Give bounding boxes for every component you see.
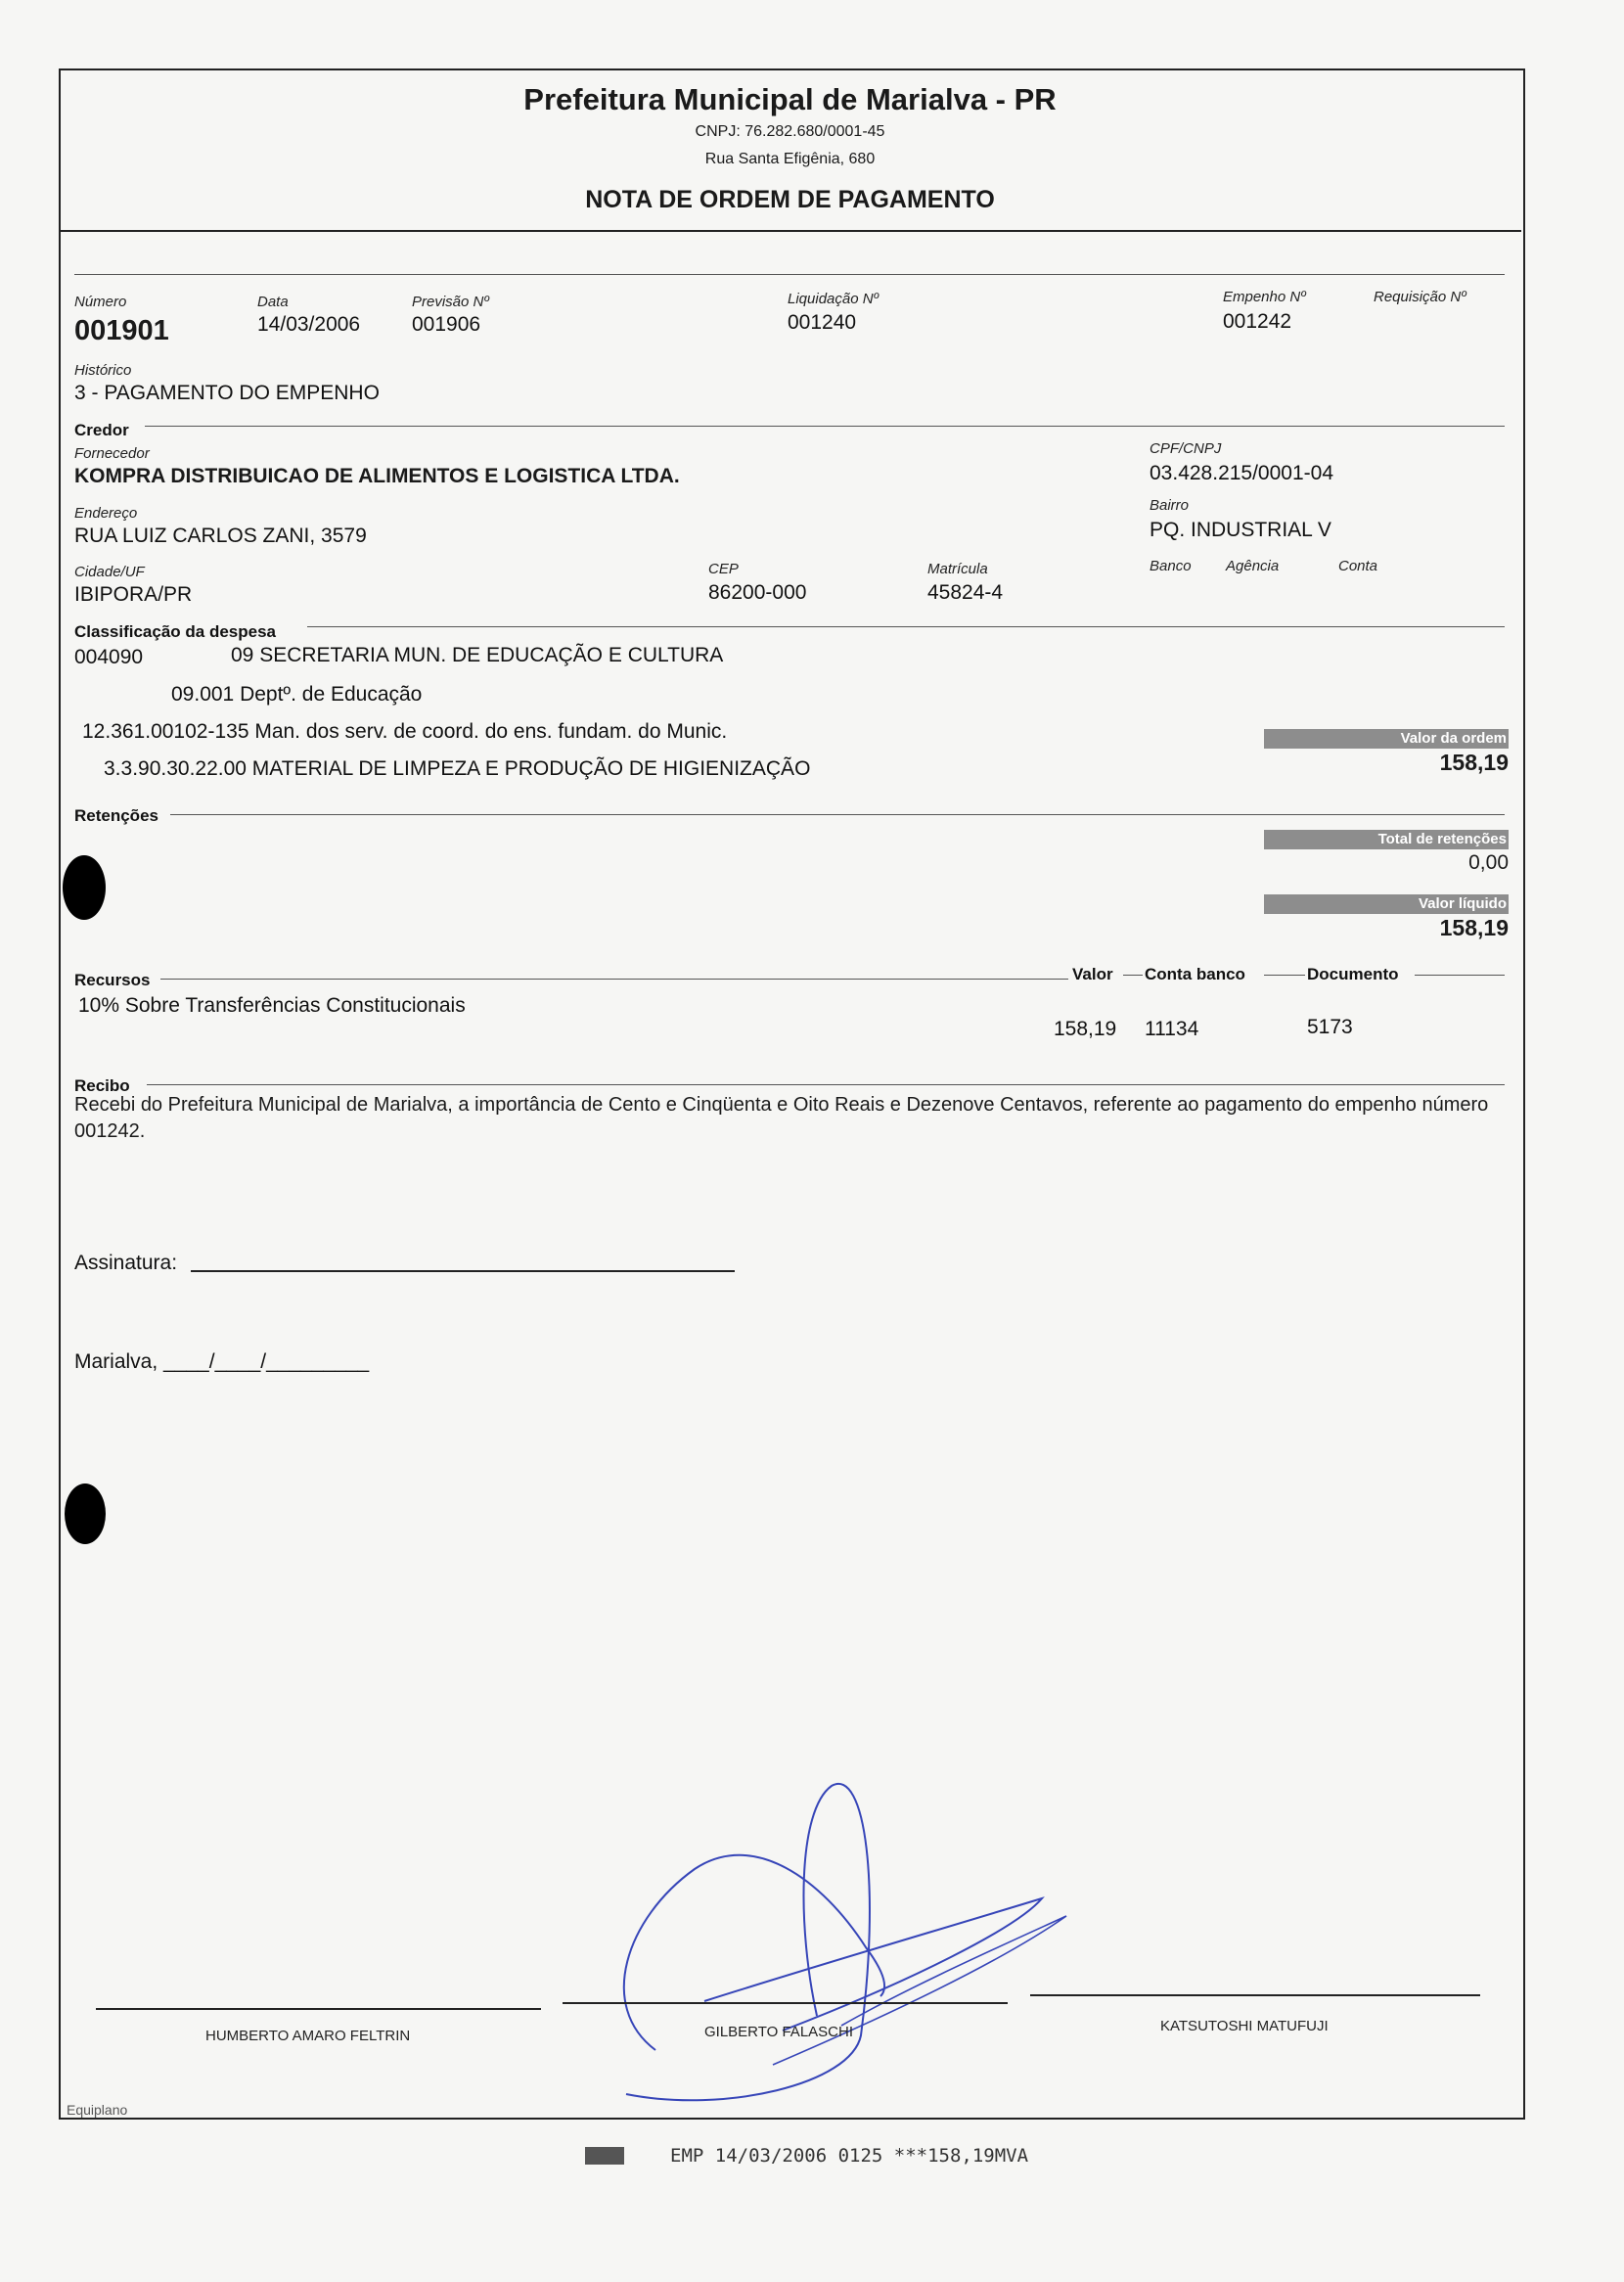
retencoes-section: Retenções xyxy=(74,806,158,825)
despesa-line-1: 09 SECRETARIA MUN. DE EDUCAÇÃO E CULTURA xyxy=(231,644,724,666)
cep-value: 86200-000 xyxy=(708,581,807,604)
recursos-documento: 5173 xyxy=(1307,1016,1353,1038)
recursos-section: Recursos xyxy=(74,971,151,989)
recursos-conta-header: Conta banco xyxy=(1145,965,1245,983)
recursos-divider-1 xyxy=(160,979,1068,980)
valor-ordem-value: 158,19 xyxy=(1439,750,1509,775)
handwritten-signature xyxy=(587,1771,1096,2104)
signature-line-2 xyxy=(563,2002,1008,2004)
assinatura-label: Assinatura: xyxy=(74,1252,178,1274)
despesa-line-3: 12.361.00102-135 Man. dos serv. de coord. do ens. fundam. do Munic. xyxy=(82,720,728,743)
cidade-label: Cidade/UF xyxy=(74,564,145,580)
liquidacao-label: Liquidação Nº xyxy=(788,291,880,307)
fornecedor-value: KOMPRA DISTRIBUICAO DE ALIMENTOS E LOGISTICA LTDA. xyxy=(74,465,680,487)
signer-1-name: HUMBERTO AMARO FELTRIN xyxy=(205,2028,411,2044)
endereco-value: RUA LUIZ CARLOS ZANI, 3579 xyxy=(74,525,367,547)
signature-line-3 xyxy=(1030,1994,1480,1996)
cpf-value: 03.428.215/0001-04 xyxy=(1150,462,1334,484)
header-divider xyxy=(59,230,1521,232)
mechanical-stamp: EMP 14/03/2006 0125 ***158,19MVA xyxy=(670,2145,1029,2167)
valor-liquido-value: 158,19 xyxy=(1439,915,1509,940)
endereco-label: Endereço xyxy=(74,505,138,522)
agencia-label: Agência xyxy=(1226,558,1280,574)
empenho-label: Empenho Nº xyxy=(1223,289,1306,305)
software-label: Equiplano xyxy=(67,2102,128,2118)
despesa-line-2: 09.001 Deptº. de Educação xyxy=(171,683,423,706)
recursos-documento-header: Documento xyxy=(1307,965,1399,983)
recursos-valor-header: Valor xyxy=(1072,965,1113,983)
recursos-divider-4 xyxy=(1415,975,1505,976)
total-retencoes-label: Total de retenções xyxy=(1264,830,1509,849)
bairro-value: PQ. INDUSTRIAL V xyxy=(1150,519,1331,541)
liquidacao-value: 001240 xyxy=(788,311,857,334)
total-retencoes-value: 0,00 xyxy=(1468,851,1509,874)
recibo-divider xyxy=(147,1084,1505,1085)
historico-value: 3 - PAGAMENTO DO EMPENHO xyxy=(74,382,380,404)
despesa-section: Classificação da despesa xyxy=(74,622,277,641)
recibo-text: Recebi do Prefeitura Municipal de Marialva, a importância de Cento e Cinqüenta e Oito Reais e Dezenove Centavos, referente ao pagamento do empenho número 001242. xyxy=(74,1094,1489,1142)
recursos-divider-2 xyxy=(1123,975,1143,976)
stamp-mark xyxy=(585,2147,624,2165)
punch-hole-top xyxy=(63,855,106,920)
document-title: NOTA DE ORDEM DE PAGAMENTO xyxy=(585,186,995,213)
numero-label: Número xyxy=(74,294,127,310)
empenho-value: 001242 xyxy=(1223,310,1292,333)
cnpj-text: CNPJ: 76.282.680/0001-45 xyxy=(695,123,885,140)
signature-line-1 xyxy=(96,2008,541,2010)
previsao-value: 001906 xyxy=(412,313,481,336)
despesa-divider xyxy=(307,626,1505,627)
credor-divider xyxy=(145,426,1505,427)
address-text: Rua Santa Efigênia, 680 xyxy=(704,151,876,167)
credor-section: Credor xyxy=(74,421,129,439)
recursos-conta: 11134 xyxy=(1145,1018,1199,1040)
recibo-section: Recibo xyxy=(74,1076,130,1095)
valor-ordem-label: Valor da ordem xyxy=(1264,729,1509,749)
conta-label: Conta xyxy=(1338,558,1378,574)
top-divider xyxy=(74,274,1505,275)
punch-hole-bottom xyxy=(65,1483,106,1544)
data-value: 14/03/2006 xyxy=(257,313,361,336)
assinatura-line xyxy=(191,1270,735,1272)
bairro-label: Bairro xyxy=(1150,497,1190,514)
despesa-line-4: 3.3.90.30.22.00 MATERIAL DE LIMPEZA E PRODUÇÃO DE HIGIENIZAÇÃO xyxy=(104,757,811,780)
cidade-value: IBIPORA/PR xyxy=(74,583,193,606)
banco-label: Banco xyxy=(1150,558,1192,574)
fornecedor-label: Fornecedor xyxy=(74,445,150,462)
previsao-label: Previsão Nº xyxy=(412,294,489,310)
despesa-code: 004090 xyxy=(74,646,144,668)
historico-label: Histórico xyxy=(74,362,132,379)
recursos-desc: 10% Sobre Transferências Constitucionais xyxy=(78,994,466,1017)
page-title: Prefeitura Municipal de Marialva - PR xyxy=(523,82,1057,116)
numero-value: 001901 xyxy=(74,315,169,346)
matricula-value: 45824-4 xyxy=(927,581,1004,604)
signer-2-name: GILBERTO FALASCHI xyxy=(704,2024,853,2040)
data-label: Data xyxy=(257,294,289,310)
cpf-label: CPF/CNPJ xyxy=(1150,440,1222,457)
signer-3-name: KATSUTOSHI MATUFUJI xyxy=(1160,2018,1329,2034)
local-date: Marialva, ____/____/_________ xyxy=(74,1350,370,1373)
matricula-label: Matrícula xyxy=(927,561,988,577)
valor-liquido-label: Valor líquido xyxy=(1264,894,1509,914)
cep-label: CEP xyxy=(708,561,739,577)
recursos-valor: 158,19 xyxy=(1054,1018,1117,1040)
recursos-divider-3 xyxy=(1264,975,1305,976)
requisicao-label: Requisição Nº xyxy=(1374,289,1466,305)
retencoes-divider xyxy=(170,814,1505,815)
